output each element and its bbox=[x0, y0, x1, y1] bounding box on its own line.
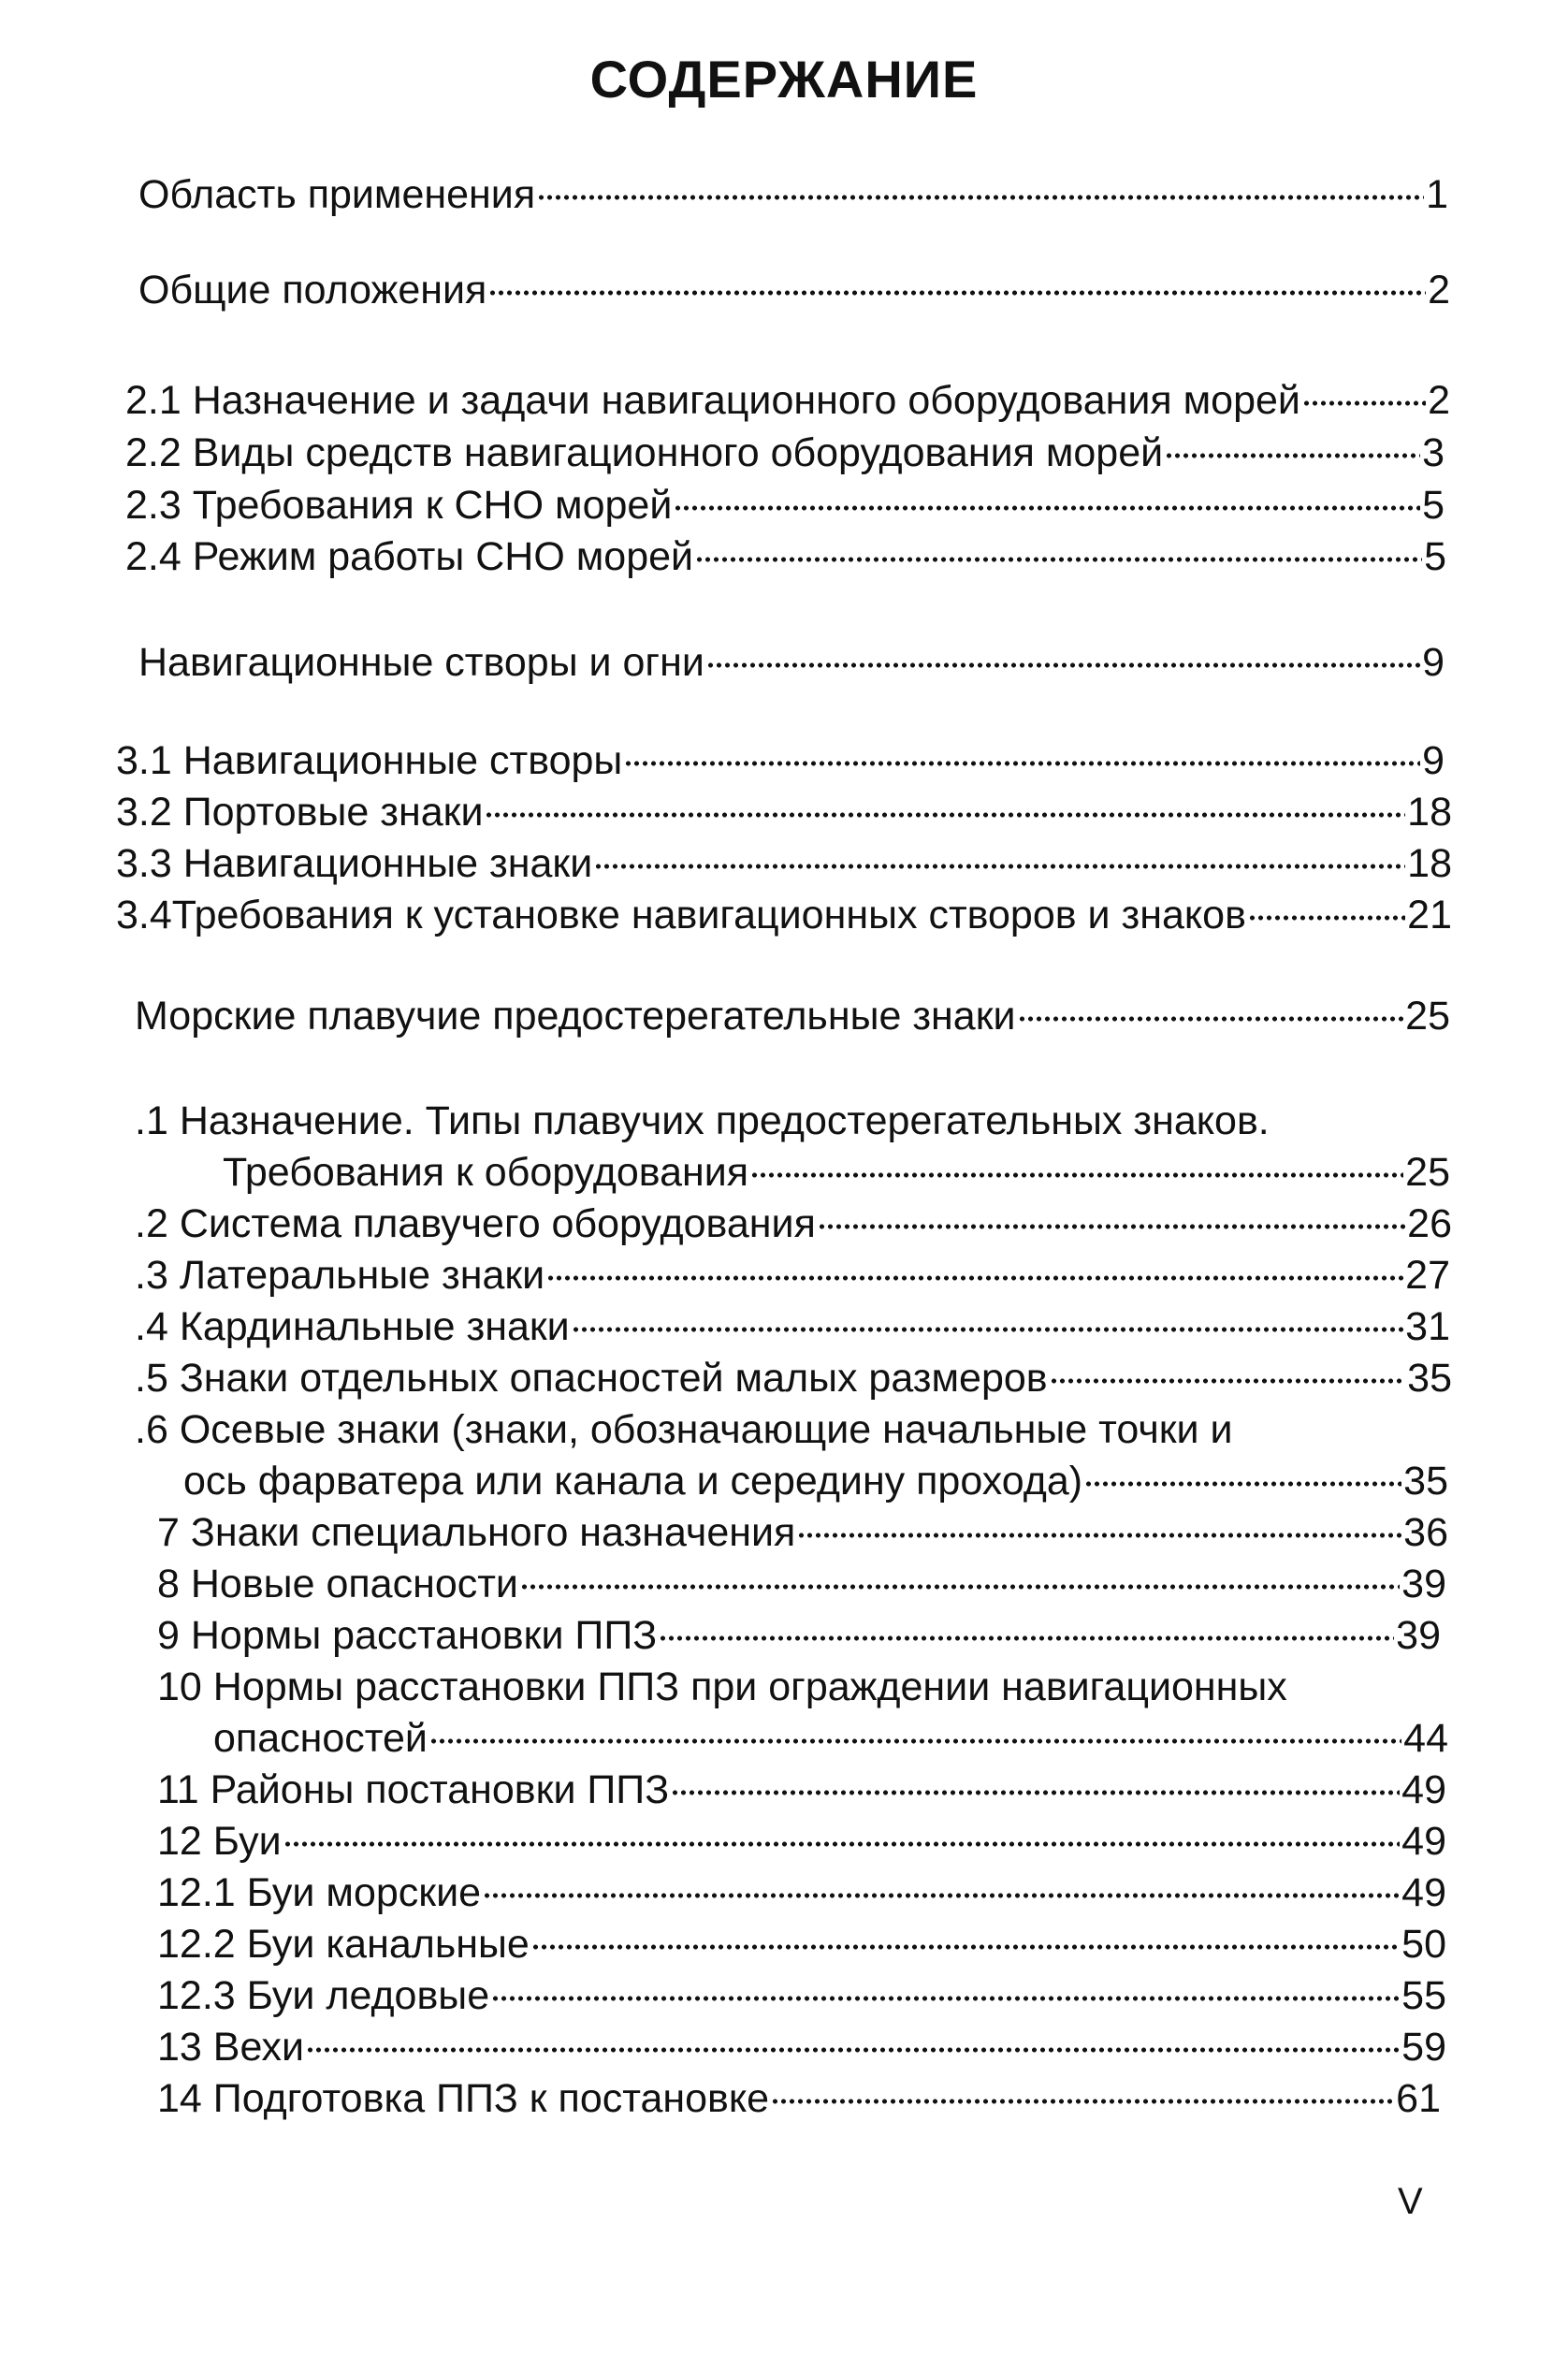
dot-leader bbox=[491, 1994, 1400, 2003]
toc-entry-number: 11 bbox=[157, 1767, 199, 1812]
dot-leader bbox=[624, 759, 1420, 768]
page-number: V bbox=[1398, 2181, 1423, 2222]
toc-entry-number: 2.1 bbox=[125, 378, 181, 423]
dot-leader bbox=[306, 2045, 1400, 2055]
dot-leader bbox=[283, 1839, 1401, 1849]
toc-entry-page: 2 bbox=[1428, 378, 1450, 423]
dot-leader bbox=[1050, 1376, 1406, 1386]
toc-entry-page: 36 bbox=[1403, 1510, 1448, 1555]
dot-leader bbox=[546, 1273, 1403, 1283]
toc-entry bbox=[125, 530, 1446, 583]
toc-entry-page: 49 bbox=[1401, 1819, 1446, 1864]
toc-entry bbox=[183, 1455, 1448, 1507]
toc-entry-title: Режим работы СНО морей bbox=[192, 534, 694, 579]
toc-entry bbox=[157, 1506, 1448, 1559]
toc-entry-number: 12.1 bbox=[157, 1870, 236, 1915]
dot-leader bbox=[771, 2097, 1394, 2106]
toc-entry-title: Нормы расстановки ППЗ bbox=[190, 1613, 658, 1658]
toc-entry bbox=[135, 990, 1450, 1042]
toc-entry bbox=[157, 1969, 1446, 2022]
dot-leader bbox=[483, 1891, 1400, 1900]
toc-entry-title: Требования к установке навигационных створов и знаков bbox=[171, 893, 1246, 937]
toc-entry-first-line bbox=[157, 1661, 1287, 1713]
dot-leader bbox=[750, 1170, 1403, 1180]
toc-entry-page: 27 bbox=[1405, 1253, 1450, 1298]
toc-entry bbox=[138, 636, 1445, 689]
toc-entry-number: 3.4 bbox=[116, 893, 172, 937]
toc-entry-title: Назначение. Типы плавучих предостерегательных знаков. bbox=[179, 1098, 1270, 1143]
dot-leader bbox=[520, 1582, 1400, 1591]
toc-entry-number: .1 bbox=[135, 1098, 168, 1143]
toc-entry-page: 3 bbox=[1422, 430, 1445, 475]
toc-entry bbox=[138, 264, 1450, 316]
toc-entry-title: Нормы расстановки ППЗ при ограждении навигационных bbox=[212, 1664, 1287, 1709]
toc-entry bbox=[138, 168, 1448, 221]
dot-leader bbox=[659, 1634, 1394, 1643]
toc-entry-first-line bbox=[135, 1095, 1270, 1147]
toc-entry bbox=[157, 2072, 1441, 2125]
toc-entry-page: 39 bbox=[1396, 1613, 1441, 1658]
toc-entry-title: Требования к СНО морей bbox=[192, 483, 673, 528]
dot-leader bbox=[674, 503, 1420, 513]
dot-leader bbox=[488, 288, 1426, 298]
toc-entry-title: Кардинальные знаки bbox=[179, 1304, 570, 1349]
toc-entry-number: 3.3 bbox=[116, 841, 172, 886]
toc-entry-title: Навигационные знаки bbox=[182, 841, 593, 886]
toc-entry bbox=[157, 1558, 1446, 1610]
toc-entry-page: 5 bbox=[1424, 534, 1446, 579]
toc-entry-page: 35 bbox=[1407, 1356, 1452, 1401]
dot-leader bbox=[1084, 1479, 1401, 1489]
toc-entry-page: 61 bbox=[1396, 2076, 1441, 2121]
toc-entry bbox=[157, 1815, 1446, 1867]
toc-entry-page: 26 bbox=[1407, 1201, 1452, 1246]
toc-entry-title: Область применения bbox=[138, 172, 536, 217]
toc-entry-title-cont: Требования к оборудования bbox=[223, 1150, 749, 1195]
toc-entry-page: 25 bbox=[1405, 1150, 1450, 1195]
dot-leader bbox=[531, 1942, 1400, 1952]
toc-entry bbox=[125, 374, 1450, 427]
toc-entry-page: 35 bbox=[1403, 1459, 1448, 1504]
toc-entry-title: Районы постановки ППЗ bbox=[210, 1767, 670, 1812]
dot-leader bbox=[537, 193, 1424, 202]
toc-entry-title: Навигационные створы и огни bbox=[138, 640, 704, 685]
toc-entry-first-line bbox=[135, 1403, 1233, 1456]
toc-entry-title-cont: ось фарватера или канала и середину прохода) bbox=[183, 1459, 1083, 1504]
toc-entry-page: 9 bbox=[1422, 738, 1445, 783]
toc-entry-title: Знаки отдельных опасностей малых размеров bbox=[179, 1356, 1048, 1401]
dot-leader bbox=[695, 555, 1422, 564]
toc-entry-page: 18 bbox=[1407, 790, 1452, 835]
toc-entry-title: Осевые знаки (знаки, обозначающие начальные точки и bbox=[179, 1407, 1233, 1452]
toc-entry-number: 2.2 bbox=[125, 430, 181, 475]
toc-entry-number: .2 bbox=[135, 1201, 168, 1246]
toc-entry-number: .6 bbox=[135, 1407, 168, 1452]
toc-entry-title: Новые опасности bbox=[190, 1562, 518, 1606]
toc-entry bbox=[157, 1867, 1446, 1919]
toc-entry-page: 59 bbox=[1401, 2025, 1446, 2070]
toc-entry-title: Общие положения bbox=[138, 268, 487, 312]
toc-entry-title: Латеральные знаки bbox=[179, 1253, 545, 1298]
toc-entry-title: Морские плавучие предостерегательные знаки bbox=[135, 994, 1016, 1039]
toc-entry-page: 39 bbox=[1401, 1562, 1446, 1606]
toc-entry-number: .3 bbox=[135, 1253, 168, 1298]
toc-entry-title: Буи канальные bbox=[246, 1922, 530, 1967]
toc-entry-number: 13 bbox=[157, 2025, 202, 2070]
toc-entry bbox=[135, 1198, 1452, 1250]
dot-leader bbox=[485, 810, 1405, 820]
toc-entry-title: Буи ледовые bbox=[246, 1973, 490, 2018]
toc-entry-page: 44 bbox=[1403, 1716, 1448, 1761]
toc-entry-number: 10 bbox=[157, 1664, 202, 1709]
dot-leader bbox=[1165, 451, 1420, 460]
toc-entry bbox=[116, 786, 1452, 838]
dot-leader bbox=[1302, 399, 1426, 408]
toc-entry-page: 31 bbox=[1405, 1304, 1450, 1349]
dot-leader bbox=[1018, 1014, 1404, 1024]
toc-entry-number: 3.2 bbox=[116, 790, 172, 835]
toc-entry bbox=[125, 427, 1445, 479]
toc-entry-title: Подготовка ППЗ к постановке bbox=[212, 2076, 770, 2121]
toc-entry bbox=[125, 479, 1445, 531]
toc-entry-title: Портовые знаки bbox=[182, 790, 484, 835]
toc-entry-title: Система плавучего оборудования bbox=[179, 1201, 816, 1246]
toc-entry-title-cont: опасностей bbox=[213, 1716, 428, 1761]
dot-leader bbox=[572, 1325, 1403, 1334]
toc-entry-page: 2 bbox=[1428, 268, 1450, 312]
toc-entry-title: Знаки специального назначения bbox=[190, 1510, 796, 1555]
toc-entry-number: .4 bbox=[135, 1304, 168, 1349]
dot-leader bbox=[797, 1531, 1401, 1540]
toc-entry-number: 9 bbox=[157, 1613, 180, 1658]
toc-entry-number: 14 bbox=[157, 2076, 202, 2121]
toc-title: СОДЕРЖАНИЕ bbox=[589, 50, 979, 109]
toc-entry bbox=[116, 889, 1452, 941]
toc-entry bbox=[157, 1609, 1441, 1662]
dot-leader bbox=[1248, 913, 1405, 923]
toc-entry bbox=[157, 1918, 1446, 1970]
toc-entry-number: .5 bbox=[135, 1356, 168, 1401]
dot-leader bbox=[706, 661, 1420, 670]
toc-entry-number: 7 bbox=[157, 1510, 180, 1555]
toc-entry bbox=[116, 837, 1452, 890]
dot-leader bbox=[594, 862, 1405, 871]
toc-entry bbox=[157, 1764, 1446, 1816]
toc-entry-page: 25 bbox=[1405, 994, 1450, 1039]
toc-entry bbox=[135, 1301, 1450, 1353]
toc-entry-number: 8 bbox=[157, 1562, 180, 1606]
toc-entry bbox=[116, 734, 1445, 787]
toc-entry-title: Буи bbox=[212, 1819, 282, 1864]
toc-entry-number: 3.1 bbox=[116, 738, 172, 783]
toc-entry-title: Буи морские bbox=[246, 1870, 482, 1915]
toc-entry-number: 2.4 bbox=[125, 534, 181, 579]
toc-entry-page: 49 bbox=[1401, 1767, 1446, 1812]
toc-entry-page: 55 bbox=[1401, 1973, 1446, 2018]
toc-entry-page: 50 bbox=[1401, 1922, 1446, 1967]
toc-entry-page: 5 bbox=[1422, 483, 1445, 528]
toc-entry-title: Назначение и задачи навигационного оборудования морей bbox=[192, 378, 1300, 423]
toc-entry-title: Вехи bbox=[212, 2025, 304, 2070]
toc-entry-page: 21 bbox=[1407, 893, 1452, 937]
toc-entry bbox=[223, 1146, 1450, 1199]
toc-entry-page: 49 bbox=[1401, 1870, 1446, 1915]
toc-entry bbox=[135, 1249, 1450, 1301]
toc-entry-page: 9 bbox=[1422, 640, 1445, 685]
dot-leader bbox=[818, 1222, 1405, 1231]
toc-entry bbox=[213, 1712, 1448, 1765]
toc-entry-number: 12.2 bbox=[157, 1922, 236, 1967]
toc-entry-page: 18 bbox=[1407, 841, 1452, 886]
toc-entry-number: 12.3 bbox=[157, 1973, 236, 2018]
toc-entry bbox=[157, 2021, 1446, 2073]
toc-entry-number: 12 bbox=[157, 1819, 202, 1864]
toc-entry-title: Виды средств навигационного оборудования морей bbox=[192, 430, 1164, 475]
dot-leader bbox=[429, 1736, 1401, 1746]
toc-entry-title: Навигационные створы bbox=[182, 738, 623, 783]
toc-entry-page: 1 bbox=[1426, 172, 1448, 217]
toc-entry-number: 2.3 bbox=[125, 483, 181, 528]
toc-entry bbox=[135, 1352, 1452, 1404]
dot-leader bbox=[671, 1788, 1400, 1797]
